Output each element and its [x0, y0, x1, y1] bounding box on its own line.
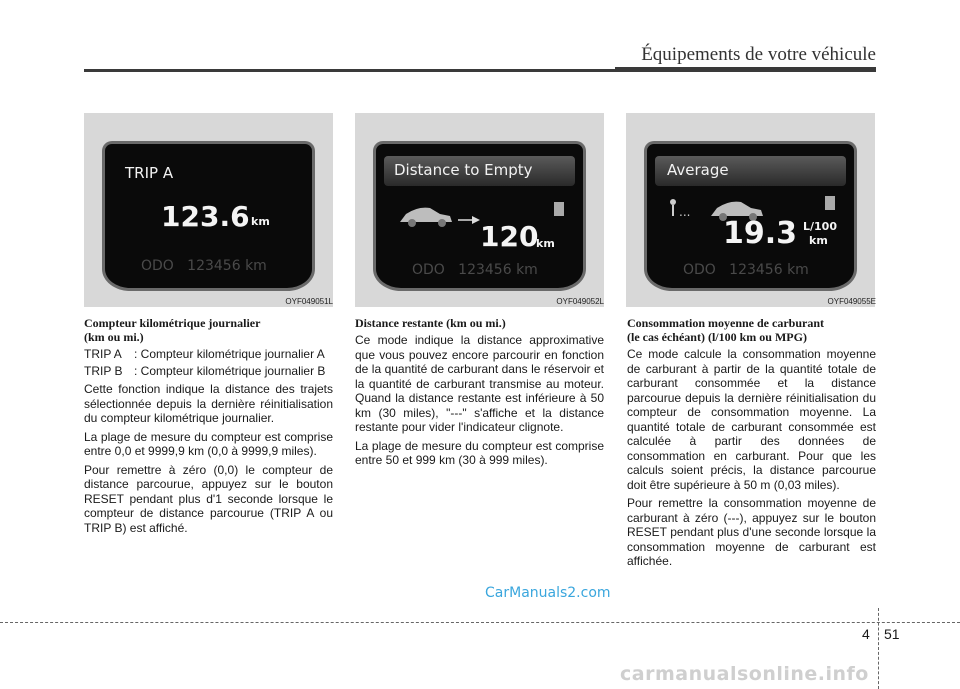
definition-trip-b: TRIP B : Compteur kilométrique journalier B	[84, 363, 326, 378]
paragraph: Ce mode indique la distance approximative que vous pouvez encore parcourir en fonction de la quantité de carburant dans le réservoir et la quantité de carburant transmise au moteur. Quand la distance restante est inférieure à 50 km (30 miles), "---" s'affiche et la distance restante pour vider l'indicateur clignote.	[355, 333, 604, 434]
watermark-link[interactable]: CarManuals2.com	[485, 585, 611, 601]
display-header	[113, 156, 304, 186]
paragraph: Cette fonction indique la distance des trajets sélectionnée depuis la dernière réinitialisation du compteur kilométrique journalier.	[84, 382, 333, 425]
paragraph: Ce mode calcule la consommation moyenne de carburant à partir de la quantité totale de carburant consommée et la distance parcourue depuis la dernière réinitialisation du compteur de consommation moyenne. La quantité totale de carburant consommée est calculée à partir des données de consommation en carburant. Pour que les calculs soient précis, la distance parcourue doit être supérieure à 50 m (0,03 miles).	[627, 347, 876, 492]
figure-average-consumption	[626, 113, 875, 307]
column-distance-to-empty	[355, 316, 604, 472]
display-unit-bottom: km	[809, 234, 828, 247]
figure-code: OYF049055E	[827, 297, 876, 306]
figure-code: OYF049052L	[556, 297, 604, 306]
paragraph: Pour remettre à zéro (0,0) le compteur de distance parcourue, appuyez sur le bouton RESET pendant plus d'1 seconde lorsque le compteur de distance parcourue (TRIP A ou TRIP B) est affiché.	[84, 462, 333, 535]
column-average-consumption	[627, 316, 876, 573]
section-heading: Distance restante (km ou mi.)	[355, 316, 506, 330]
page-header-title: Équipements de votre véhicule	[641, 44, 876, 65]
paragraph: La plage de mesure du compteur est comprise entre 0,0 et 9999,9 km (0,0 à 9999,9 miles).	[84, 429, 333, 458]
display-header	[384, 156, 575, 186]
figure-distance-to-empty	[355, 113, 604, 307]
display-unit-top: L/100	[803, 220, 837, 233]
chapter-number: 4	[862, 626, 870, 642]
display-header	[655, 156, 846, 186]
section-heading: Compteur kilométrique journalier (km ou mi.)	[84, 316, 261, 344]
column-trip-meter	[84, 316, 333, 539]
section-heading: Consommation moyenne de carburant (le cas échéant) (l/100 km ou MPG)	[627, 316, 824, 344]
odometer-readout: ODO 123456 km	[141, 258, 267, 274]
paragraph: La plage de mesure du compteur est comprise entre 50 et 999 km (30 à 999 miles).	[355, 438, 604, 467]
display-unit: km	[251, 215, 270, 228]
definition-trip-a: TRIP A : Compteur kilométrique journalier A	[84, 347, 325, 361]
paragraph: Pour remettre la consommation moyenne de carburant à zéro (---), appuyez sur le bouton RESET pendant plus d'une seconde lorsque la consommation moyenne de carburant est affichée.	[627, 496, 876, 568]
svg-text:...: ...	[679, 205, 691, 219]
cluster-display	[644, 141, 857, 291]
display-heading: Average	[667, 161, 729, 179]
display-heading: Distance to Empty	[394, 161, 533, 179]
display-unit: km	[536, 237, 555, 250]
figure-code: OYF049051L	[285, 297, 333, 306]
page-number: 51	[884, 626, 900, 642]
cluster-display	[102, 141, 315, 291]
display-value: 19.3	[723, 216, 798, 251]
display-heading: TRIP A	[125, 164, 174, 182]
figure-trip-a	[84, 113, 333, 307]
odometer-readout: ODO 123456 km	[412, 262, 538, 278]
display-value: 120	[480, 220, 539, 253]
footer-divider	[878, 608, 879, 689]
odometer-readout: ODO 123456 km	[683, 262, 809, 278]
footer-rule	[0, 622, 960, 623]
cluster-display	[373, 141, 586, 291]
header-rule-accent	[615, 67, 876, 72]
footer-site-mark: carmanualsonline.info	[620, 663, 869, 685]
display-value: 123.6	[161, 200, 250, 233]
